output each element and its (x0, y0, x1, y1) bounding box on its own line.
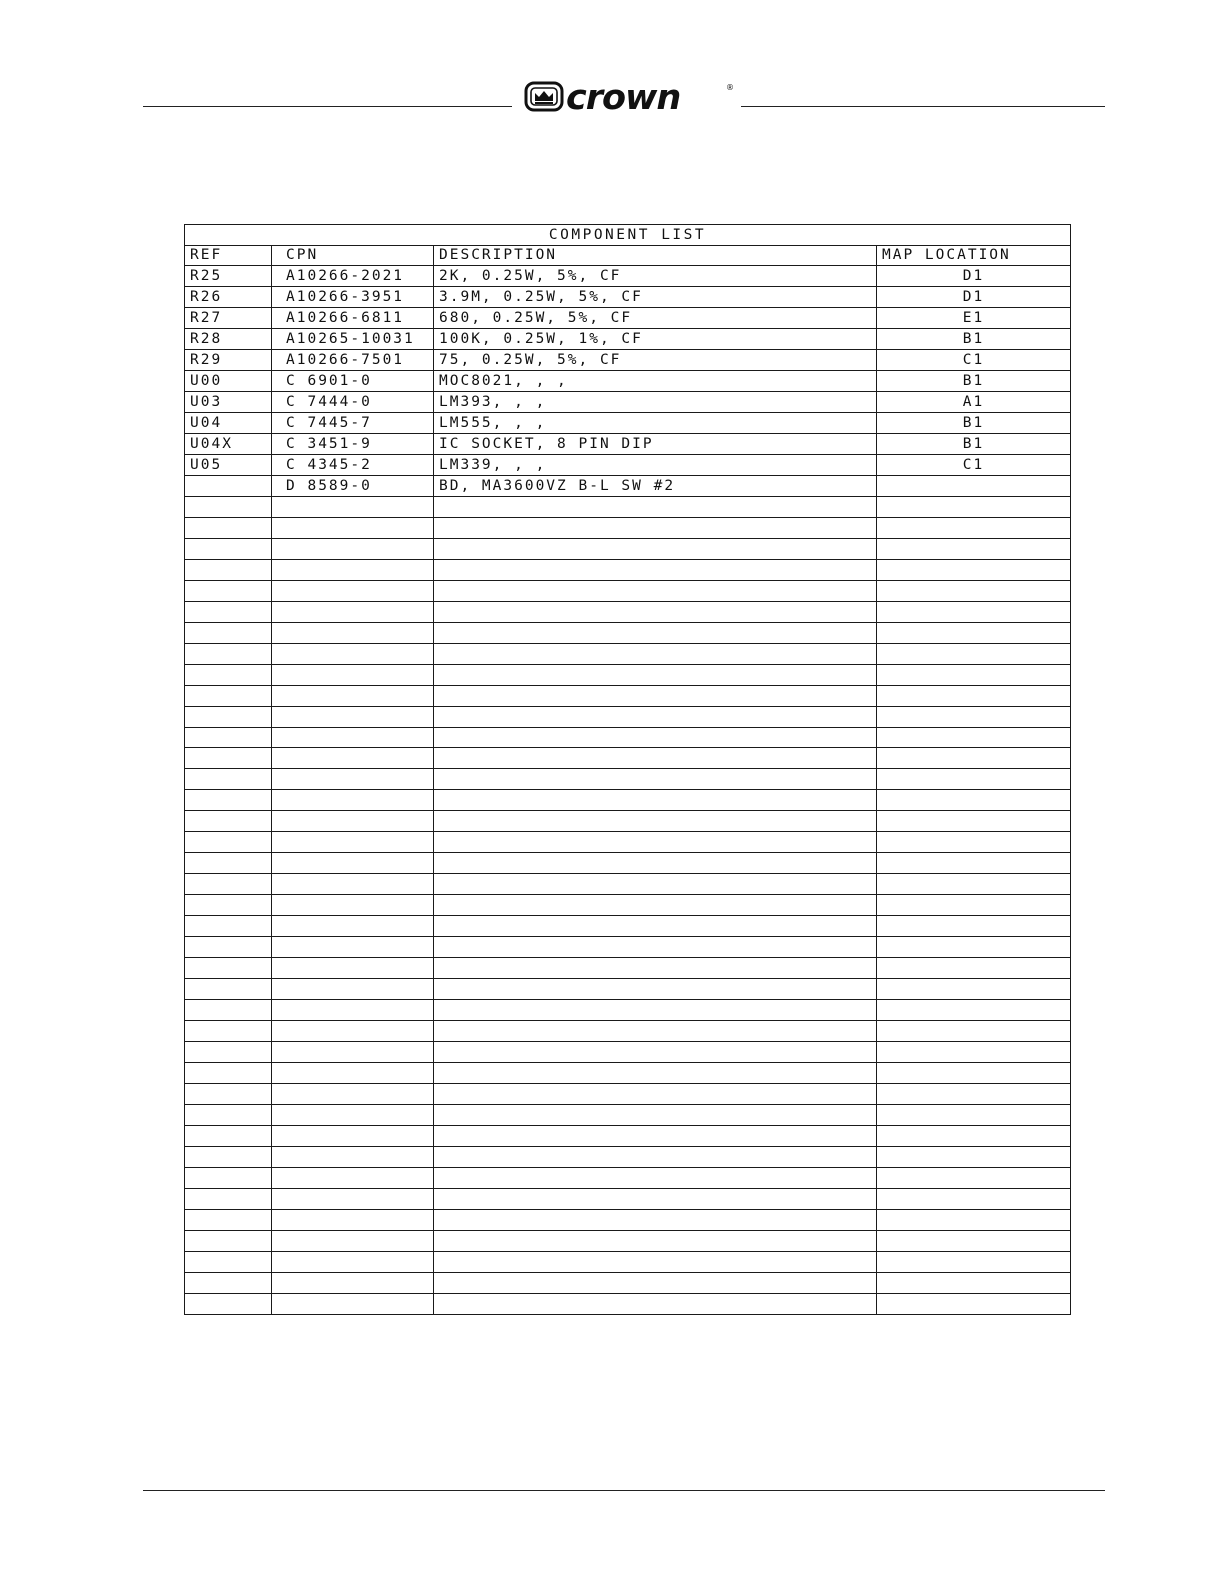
description-cell: 2K, 0.25W, 5%, CF (434, 266, 877, 287)
map-location-cell (877, 664, 1071, 685)
ref-cell (185, 517, 272, 538)
table-row-empty (185, 937, 1071, 958)
ref-cell (185, 1167, 272, 1188)
map-location-cell (877, 958, 1071, 979)
table-row-empty (185, 1083, 1071, 1104)
table-row-empty (185, 1251, 1071, 1272)
ref-cell: R29 (185, 350, 272, 371)
description-cell (434, 895, 877, 916)
table-row (185, 433, 1071, 454)
description-cell (434, 958, 877, 979)
cpn-cell: C 7444-0 (272, 392, 434, 413)
description-cell (434, 1146, 877, 1167)
ref-cell (185, 853, 272, 874)
cpn-cell (272, 622, 434, 643)
description-cell (434, 1104, 877, 1125)
header-rule-right (741, 106, 1105, 107)
table-row-empty (185, 1000, 1071, 1021)
table-row-empty (185, 1167, 1071, 1188)
table-row (185, 371, 1071, 392)
description-cell: IC SOCKET, 8 PIN DIP (434, 433, 877, 454)
cpn-cell (272, 664, 434, 685)
cpn-cell: C 7445-7 (272, 412, 434, 433)
ref-cell: R25 (185, 266, 272, 287)
description-cell (434, 790, 877, 811)
map-location-cell (877, 1167, 1071, 1188)
ref-cell (185, 1063, 272, 1084)
ref-cell (185, 1272, 272, 1293)
cpn-cell (272, 1146, 434, 1167)
table-row-empty (185, 979, 1071, 1000)
table-row-empty (185, 1209, 1071, 1230)
ref-cell (185, 559, 272, 580)
cpn-cell (272, 832, 434, 853)
ref-cell (185, 706, 272, 727)
table-row (185, 475, 1071, 496)
table-row (185, 287, 1071, 308)
ref-cell (185, 769, 272, 790)
cpn-cell (272, 958, 434, 979)
map-location-cell (877, 916, 1071, 937)
map-location-cell (877, 727, 1071, 748)
ref-cell (185, 1146, 272, 1167)
description-cell (434, 1272, 877, 1293)
ref-cell (185, 832, 272, 853)
cpn-cell: A10266-7501 (272, 350, 434, 371)
table-row-empty (185, 664, 1071, 685)
table-row-empty (185, 727, 1071, 748)
table-row-empty (185, 916, 1071, 937)
ref-cell (185, 1188, 272, 1209)
map-location-cell (877, 580, 1071, 601)
table-header-row (185, 245, 1071, 266)
table-row-empty (185, 1104, 1071, 1125)
ref-cell: R28 (185, 329, 272, 350)
table-row (185, 308, 1071, 329)
description-cell (434, 811, 877, 832)
cpn-cell (272, 979, 434, 1000)
cpn-cell (272, 1251, 434, 1272)
map-location-cell: C1 (877, 454, 1071, 475)
description-cell (434, 1083, 877, 1104)
description-cell (434, 937, 877, 958)
map-location-cell: B1 (877, 412, 1071, 433)
map-location-cell (877, 538, 1071, 559)
ref-cell (185, 979, 272, 1000)
table-title: COMPONENT LIST (185, 225, 1071, 246)
table-row-empty (185, 580, 1071, 601)
ref-cell (185, 685, 272, 706)
cpn-cell (272, 643, 434, 664)
map-location-cell: A1 (877, 392, 1071, 413)
ref-cell (185, 1021, 272, 1042)
description-cell (434, 748, 877, 769)
cpn-cell (272, 685, 434, 706)
map-location-cell: B1 (877, 371, 1071, 392)
cpn-cell (272, 1000, 434, 1021)
description-cell (434, 1167, 877, 1188)
map-location-cell (877, 1000, 1071, 1021)
cpn-cell (272, 559, 434, 580)
ref-cell (185, 958, 272, 979)
table-row-empty (185, 1125, 1071, 1146)
cpn-cell (272, 1230, 434, 1251)
table-row (185, 350, 1071, 371)
description-cell: 680, 0.25W, 5%, CF (434, 308, 877, 329)
cpn-cell (272, 1188, 434, 1209)
description-cell (434, 916, 877, 937)
description-cell: LM393, , , (434, 392, 877, 413)
map-location-cell (877, 601, 1071, 622)
table-row-empty (185, 1021, 1071, 1042)
header-rule-left (143, 106, 512, 107)
table-row-empty (185, 748, 1071, 769)
map-location-cell: D1 (877, 266, 1071, 287)
cpn-cell (272, 1167, 434, 1188)
map-location-cell (877, 517, 1071, 538)
map-location-cell (877, 643, 1071, 664)
map-location-cell (877, 1188, 1071, 1209)
column-header-ref: REF (185, 245, 272, 266)
column-header-description: DESCRIPTION (434, 245, 877, 266)
cpn-cell (272, 1272, 434, 1293)
map-location-cell (877, 1042, 1071, 1063)
description-cell: LM555, , , (434, 412, 877, 433)
description-cell (434, 622, 877, 643)
ref-cell (185, 748, 272, 769)
description-cell (434, 874, 877, 895)
description-cell (434, 643, 877, 664)
table-row-empty (185, 622, 1071, 643)
table-row-empty (185, 769, 1071, 790)
description-cell: BD, MA3600VZ B-L SW #2 (434, 475, 877, 496)
ref-cell (185, 874, 272, 895)
table-row-empty (185, 958, 1071, 979)
ref-cell (185, 1042, 272, 1063)
table-row-empty (185, 874, 1071, 895)
cpn-cell (272, 1021, 434, 1042)
map-location-cell (877, 937, 1071, 958)
ref-cell (185, 1104, 272, 1125)
map-location-cell (877, 1209, 1071, 1230)
table-row-empty (185, 853, 1071, 874)
table-body (185, 266, 1071, 1315)
description-cell: 3.9M, 0.25W, 5%, CF (434, 287, 877, 308)
table-row-empty (185, 790, 1071, 811)
description-cell (434, 538, 877, 559)
description-cell (434, 559, 877, 580)
map-location-cell (877, 769, 1071, 790)
brand-wordmark: crown (566, 80, 681, 114)
ref-cell (185, 538, 272, 559)
cpn-cell (272, 580, 434, 601)
cpn-cell: A10266-2021 (272, 266, 434, 287)
table-row-empty (185, 1230, 1071, 1251)
cpn-cell (272, 895, 434, 916)
cpn-cell (272, 1063, 434, 1084)
ref-cell (185, 727, 272, 748)
map-location-cell: D1 (877, 287, 1071, 308)
map-location-cell (877, 832, 1071, 853)
ref-cell (185, 790, 272, 811)
map-location-cell: B1 (877, 329, 1071, 350)
cpn-cell (272, 1125, 434, 1146)
cpn-cell (272, 1293, 434, 1314)
description-cell (434, 1293, 877, 1314)
description-cell (434, 1125, 877, 1146)
ref-cell (185, 895, 272, 916)
column-header-map-location: MAP LOCATION (877, 245, 1071, 266)
map-location-cell (877, 1104, 1071, 1125)
table-row (185, 392, 1071, 413)
table-row-empty (185, 811, 1071, 832)
map-location-cell (877, 1146, 1071, 1167)
ref-cell (185, 496, 272, 517)
description-cell (434, 706, 877, 727)
component-list-table (184, 224, 1071, 1315)
description-cell (434, 727, 877, 748)
map-location-cell (877, 895, 1071, 916)
cpn-cell: C 6901-0 (272, 371, 434, 392)
ref-cell (185, 1209, 272, 1230)
ref-cell: U05 (185, 454, 272, 475)
description-cell (434, 664, 877, 685)
description-cell (434, 769, 877, 790)
map-location-cell (877, 874, 1071, 895)
description-cell (434, 832, 877, 853)
table-row-empty (185, 895, 1071, 916)
description-cell (434, 1188, 877, 1209)
table-row-empty (185, 517, 1071, 538)
table-row (185, 412, 1071, 433)
description-cell (434, 1063, 877, 1084)
table-row-empty (185, 1042, 1071, 1063)
cpn-cell (272, 727, 434, 748)
description-cell (434, 1209, 877, 1230)
cpn-cell: C 4345-2 (272, 454, 434, 475)
map-location-cell (877, 475, 1071, 496)
crown-logo (524, 80, 736, 114)
cpn-cell (272, 790, 434, 811)
description-cell: LM339, , , (434, 454, 877, 475)
map-location-cell (877, 496, 1071, 517)
table-row-empty (185, 1293, 1071, 1314)
map-location-cell (877, 790, 1071, 811)
ref-cell (185, 664, 272, 685)
table-row-empty (185, 538, 1071, 559)
description-cell (434, 979, 877, 1000)
description-cell: MOC8021, , , (434, 371, 877, 392)
map-location-cell: C1 (877, 350, 1071, 371)
cpn-cell (272, 769, 434, 790)
table-row-empty (185, 1063, 1071, 1084)
ref-cell: R26 (185, 287, 272, 308)
ref-cell: U04X (185, 433, 272, 454)
footer-rule (143, 1490, 1105, 1491)
table-row-empty (185, 1146, 1071, 1167)
ref-cell: U04 (185, 412, 272, 433)
description-cell: 75, 0.25W, 5%, CF (434, 350, 877, 371)
map-location-cell (877, 1021, 1071, 1042)
map-location-cell (877, 1272, 1071, 1293)
cpn-cell (272, 601, 434, 622)
ref-cell (185, 1251, 272, 1272)
ref-cell (185, 916, 272, 937)
cpn-cell: A10266-3951 (272, 287, 434, 308)
ref-cell (185, 1125, 272, 1146)
table-row (185, 329, 1071, 350)
ref-cell (185, 475, 272, 496)
column-header-cpn: CPN (272, 245, 434, 266)
map-location-cell (877, 685, 1071, 706)
description-cell (434, 1251, 877, 1272)
cpn-cell (272, 916, 434, 937)
table-row-empty (185, 559, 1071, 580)
ref-cell (185, 622, 272, 643)
cpn-cell: D 8589-0 (272, 475, 434, 496)
table-title-row (185, 225, 1071, 246)
table-row-empty (185, 832, 1071, 853)
description-cell (434, 685, 877, 706)
description-cell (434, 496, 877, 517)
cpn-cell (272, 517, 434, 538)
cpn-cell (272, 706, 434, 727)
table-row (185, 266, 1071, 287)
table-row-empty (185, 706, 1071, 727)
cpn-cell: A10265-10031 (272, 329, 434, 350)
map-location-cell (877, 1230, 1071, 1251)
table-row-empty (185, 1272, 1071, 1293)
description-cell (434, 1042, 877, 1063)
map-location-cell (877, 622, 1071, 643)
cpn-cell (272, 874, 434, 895)
map-location-cell: E1 (877, 308, 1071, 329)
ref-cell (185, 643, 272, 664)
ref-cell (185, 1000, 272, 1021)
map-location-cell (877, 1063, 1071, 1084)
map-location-cell (877, 853, 1071, 874)
ref-cell (185, 1083, 272, 1104)
ref-cell (185, 580, 272, 601)
description-cell (434, 853, 877, 874)
ref-cell (185, 601, 272, 622)
description-cell: 100K, 0.25W, 1%, CF (434, 329, 877, 350)
ref-cell: R27 (185, 308, 272, 329)
map-location-cell (877, 748, 1071, 769)
description-cell (434, 517, 877, 538)
table-row-empty (185, 601, 1071, 622)
cpn-cell: C 3451-9 (272, 433, 434, 454)
description-cell (434, 1230, 877, 1251)
cpn-cell (272, 496, 434, 517)
ref-cell: U03 (185, 392, 272, 413)
ref-cell (185, 937, 272, 958)
map-location-cell (877, 559, 1071, 580)
map-location-cell (877, 1125, 1071, 1146)
ref-cell (185, 811, 272, 832)
cpn-cell (272, 1083, 434, 1104)
description-cell (434, 601, 877, 622)
cpn-cell (272, 538, 434, 559)
cpn-cell (272, 937, 434, 958)
table-row-empty (185, 496, 1071, 517)
cpn-cell (272, 748, 434, 769)
table-row-empty (185, 685, 1071, 706)
table-row (185, 454, 1071, 475)
map-location-cell (877, 1083, 1071, 1104)
ref-cell (185, 1230, 272, 1251)
cpn-cell (272, 1042, 434, 1063)
description-cell (434, 1021, 877, 1042)
table-row-empty (185, 1188, 1071, 1209)
map-location-cell (877, 706, 1071, 727)
registered-mark: ® (726, 83, 734, 92)
cpn-cell: A10266-6811 (272, 308, 434, 329)
ref-cell (185, 1293, 272, 1314)
cpn-cell (272, 1209, 434, 1230)
cpn-cell (272, 1104, 434, 1125)
cpn-cell (272, 811, 434, 832)
map-location-cell (877, 979, 1071, 1000)
description-cell (434, 1000, 877, 1021)
table-row-empty (185, 643, 1071, 664)
cpn-cell (272, 853, 434, 874)
ref-cell: U00 (185, 371, 272, 392)
description-cell (434, 580, 877, 601)
map-location-cell: B1 (877, 433, 1071, 454)
map-location-cell (877, 1293, 1071, 1314)
map-location-cell (877, 1251, 1071, 1272)
map-location-cell (877, 811, 1071, 832)
